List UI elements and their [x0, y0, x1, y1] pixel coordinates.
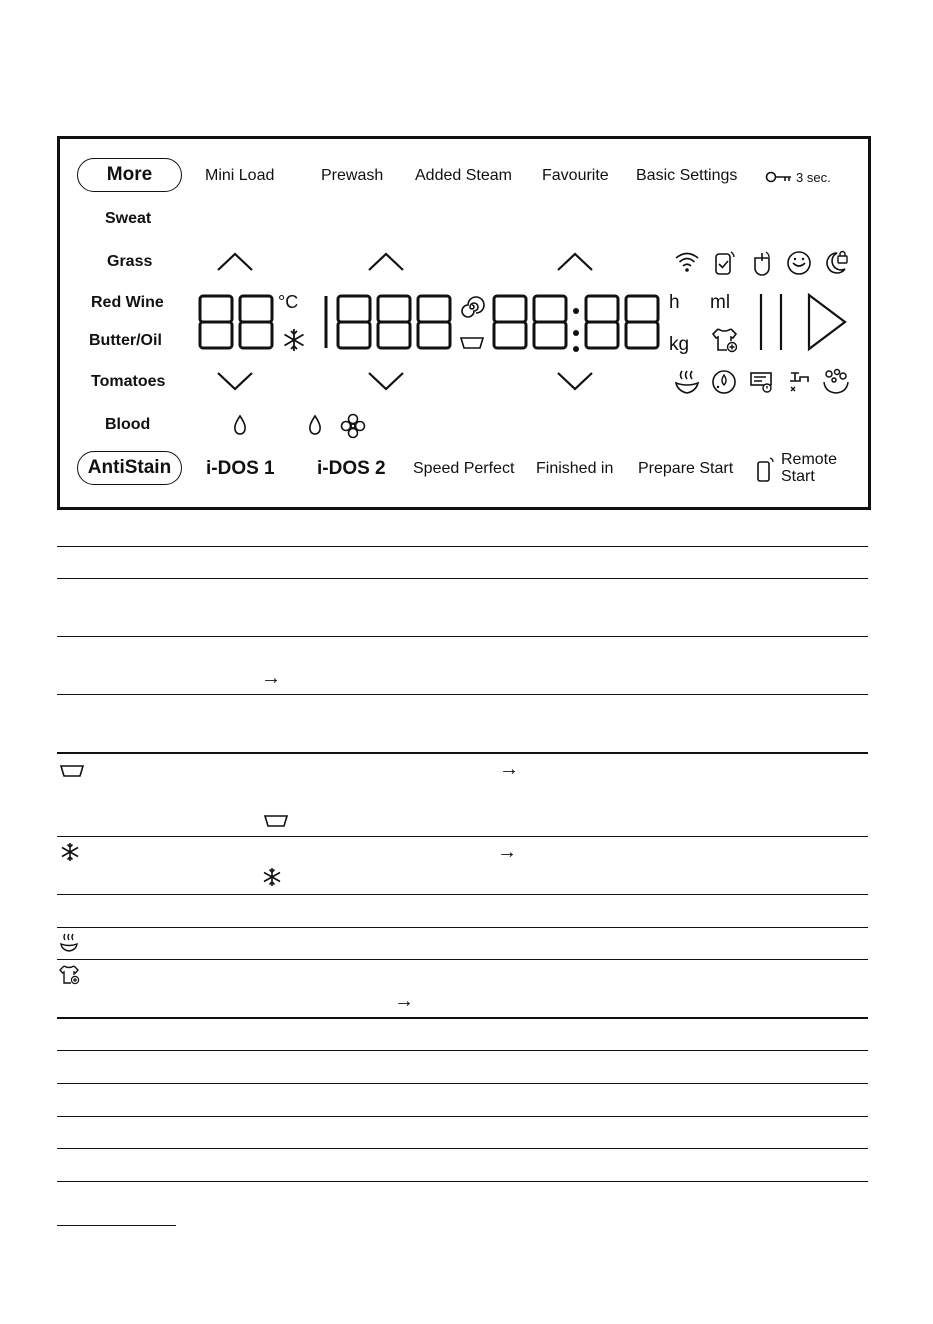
table-rule — [57, 927, 868, 928]
cold-snowflake-icon — [282, 328, 306, 352]
start-label[interactable]: Start — [781, 468, 815, 485]
steam-icon — [59, 933, 79, 953]
stain-butter-oil[interactable]: Butter/Oil — [89, 332, 162, 349]
rinse-basin-icon — [460, 336, 484, 350]
more-label: More — [106, 164, 153, 185]
table-rule — [57, 636, 868, 637]
kg-unit: kg — [669, 334, 690, 355]
key-icon — [765, 170, 793, 184]
drain-filter-icon — [749, 370, 775, 394]
time-up-icon[interactable] — [557, 252, 593, 272]
table-rule — [57, 752, 868, 754]
temperature-unit: °C — [278, 292, 299, 312]
table-rule — [57, 546, 868, 547]
prepare-start-label[interactable]: Prepare Start — [638, 460, 734, 477]
hours-unit: h — [669, 292, 680, 313]
rinse-basin-icon — [264, 814, 288, 828]
steam-icon — [674, 369, 700, 395]
wifi-icon — [674, 251, 700, 273]
spin-spiral-icon — [460, 295, 484, 319]
remote-label[interactable]: Remote — [781, 451, 838, 468]
table-rule — [57, 836, 868, 837]
table-rule — [57, 1050, 868, 1051]
table-arrow: → — [497, 841, 517, 863]
rinse-basin-icon — [60, 764, 84, 778]
cold-snowflake-icon — [60, 842, 80, 862]
finished-in-label[interactable]: Finished in — [536, 460, 614, 477]
antistain-label: AntiStain — [87, 457, 172, 478]
time-down-icon[interactable] — [557, 371, 593, 391]
stain-tomatoes[interactable]: Tomatoes — [91, 373, 166, 390]
start-play-icon[interactable] — [807, 293, 847, 351]
stain-grass[interactable]: Grass — [107, 253, 153, 270]
idos-dosing-icon — [751, 250, 773, 276]
temperature-down-icon[interactable] — [217, 371, 253, 391]
table-rule — [57, 1116, 868, 1117]
table-arrow: → — [499, 758, 519, 780]
idos2-drop-icon — [307, 414, 323, 436]
time-digits-display — [492, 294, 660, 352]
mini-load-label[interactable]: Mini Load — [205, 167, 275, 184]
table-rule — [57, 1181, 868, 1182]
water-tap-icon — [786, 369, 812, 395]
table-rule — [57, 959, 868, 960]
temperature-digits-display — [198, 294, 274, 352]
added-steam-label[interactable]: Added Steam — [415, 167, 512, 184]
table-rule — [57, 1083, 868, 1084]
detergent-bubbles-icon — [822, 368, 850, 396]
table-rule — [57, 1148, 868, 1149]
table-arrow: → — [261, 667, 281, 689]
basic-settings-label[interactable]: Basic Settings — [636, 167, 738, 184]
pause-icon[interactable] — [757, 292, 787, 352]
favourite-label[interactable]: Favourite — [542, 167, 609, 184]
spin-down-icon[interactable] — [368, 371, 404, 391]
cold-snowflake-icon — [262, 867, 282, 887]
speed-perfect-label[interactable]: Speed Perfect — [413, 460, 515, 477]
remote-monitoring-icon — [714, 250, 738, 276]
spin-digits-display — [322, 294, 462, 352]
lock-hint-label: 3 sec. — [796, 170, 831, 185]
stain-blood[interactable]: Blood — [105, 416, 151, 433]
prewash-label[interactable]: Prewash — [321, 167, 384, 184]
idos1-label[interactable]: i-DOS 1 — [206, 458, 275, 479]
control-panel — [57, 136, 871, 510]
drum-water-icon — [711, 369, 737, 395]
stain-sweat[interactable]: Sweat — [105, 210, 152, 227]
idos1-drop-icon — [232, 414, 248, 436]
table-rule — [57, 1017, 868, 1019]
shirt-load-icon — [59, 965, 81, 985]
table-rule — [57, 694, 868, 695]
child-lock-icon — [823, 250, 851, 276]
remote-phone-icon — [756, 456, 776, 484]
stain-red-wine[interactable]: Red Wine — [91, 294, 164, 311]
table-arrow: → — [394, 990, 414, 1012]
idos2-flower-icon — [340, 413, 366, 439]
idos2-label[interactable]: i-DOS 2 — [317, 458, 386, 479]
more-button[interactable] — [77, 158, 182, 192]
ml-unit: ml — [710, 292, 731, 313]
temperature-up-icon[interactable] — [217, 252, 253, 272]
footnote-rule — [57, 1225, 176, 1226]
table-rule — [57, 578, 868, 579]
antistain-button[interactable] — [77, 451, 182, 485]
spin-up-icon[interactable] — [368, 252, 404, 272]
drum-clean-icon — [786, 250, 812, 276]
table-rule — [57, 894, 868, 895]
shirt-load-icon — [711, 327, 739, 353]
